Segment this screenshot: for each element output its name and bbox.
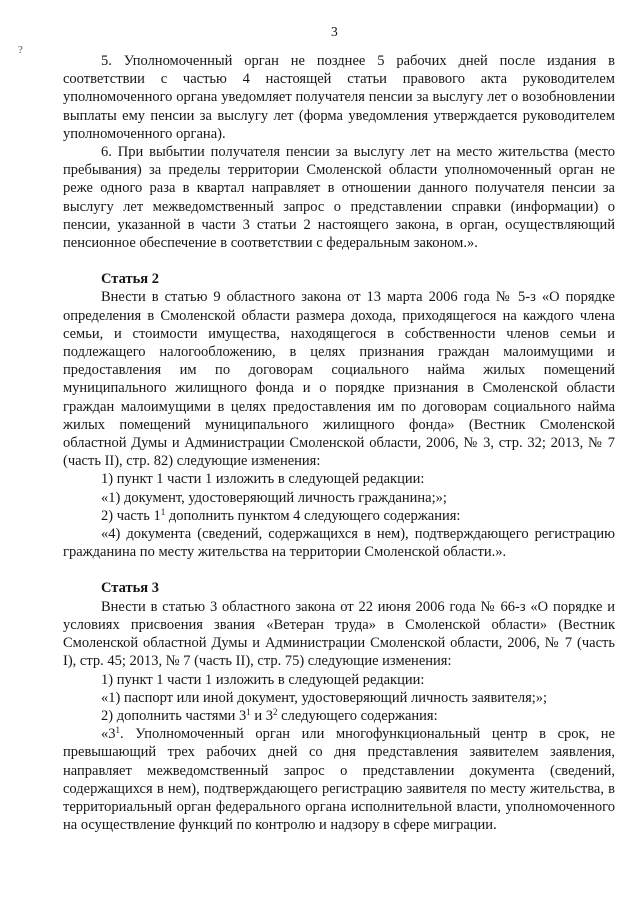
margin-mark: ? — [18, 44, 23, 56]
document-body — [63, 52, 615, 834]
article-2-title: Статья 2 — [101, 271, 159, 288]
article-3-intro: Внести в статью 3 областного закона от 22 июня 2006 года № 66-з «О порядке и условиях присвоения звания «Ветеран труда» в Смоленской области» (Вестник Смоленской областной Думы и Администрации Смоленской области, 2006, № 7 (часть I), стр. 45; 2013, № 7 (часть II), стр. 75) следующие изменения: — [63, 598, 615, 670]
article-2-item-2-text: «4) документа (сведений, содержащихся в нем), подтверждающего регистрацию гражданина по месту жительства на территории Смоленской области.». — [63, 526, 615, 561]
paragraph-part-5: 5. Уполномоченный орган не позднее 5 рабочих дней после издания в соответствии с частью 4 настоящей статьи правового акта руководителем уполномоченного органа уведомляет получателя пенсии за выслугу лет о возобновлении выплаты ему пенсии за выслугу лет (форма уведомления утверждается руководителем уполномоченного органа). — [63, 53, 615, 142]
article-2-item-2: 2) часть $1^1$ дополнить пунктом 4 следующего содержания: — [101, 506, 461, 524]
article-2-item-1-text: «1) документ, удостоверяющий личность гражданина;»; — [101, 489, 447, 506]
article-3-title: Статья 3 — [101, 580, 159, 597]
article-3-item-1-text: «1) паспорт или иной документ, удостоверяющий личность заявителя;»; — [101, 689, 548, 706]
article-2-item-1: 1) пункт 1 части 1 изложить в следующей редакции: — [101, 471, 425, 488]
paragraph-part-6: 6. При выбытии получателя пенсии за выслугу лет на место жительства (место пребывания) за пределы территории Смоленской области уполномоченный орган не реже одного раза в квартал направляет в отношении данного получателя пенсии за выслугу лет межведомственный запрос о представлении справки (информации) о пенсии, указанной в части 3 статьи 2 настоящего закона, в орган, осуществляющий пенсионное обеспечение в соответствии с федеральным законом.». — [63, 144, 615, 252]
article-3-item-2: 2) дополнить частями $3^1$ и $3^2$ следующего содержания: — [101, 706, 438, 724]
article-3-item-1: 1) пункт 1 части 1 изложить в следующей редакции: — [101, 671, 425, 688]
page-number: 3 — [331, 24, 338, 39]
article-3-part-3-1: «$3^1$. Уполномоченный орган или многофункциональный центр в срок, не превышающий трех рабочих дней со дня представления заявителем заявления, направляет межведомственный запрос о представлении документа (сведений, содержащихся в нем), подтверждающего регистрацию заявителя по месту жительства, в территориальный орган федерального органа исполнительной власти, уполномоченного на осуществление функций по контролю и надзору в сфере миграции. — [63, 725, 615, 834]
article-2-intro: Внести в статью 9 областного закона от 13 марта 2006 года № 5-з «О порядке определения в Смоленской области размера дохода, приходящегося на каждого члена семьи, и стоимости имущества, находящегося в собственности членов семьи и подлежащего налогообложению, в целях признания граждан малоимущими и предоставления им по договорам социального найма жилых помещений муниципального жилищного фонда и о порядке признания в Смоленской области граждан малоимущими в целях предоставления им по договорам социального найма жилых помещений муниципального жилищного фонда» (Вестник Смоленской областной Думы и Администрации Смоленской области, 2006, № 3, стр. 32; 2013, № 7 (часть II), стр. 82) следующие изменения: — [63, 289, 615, 470]
